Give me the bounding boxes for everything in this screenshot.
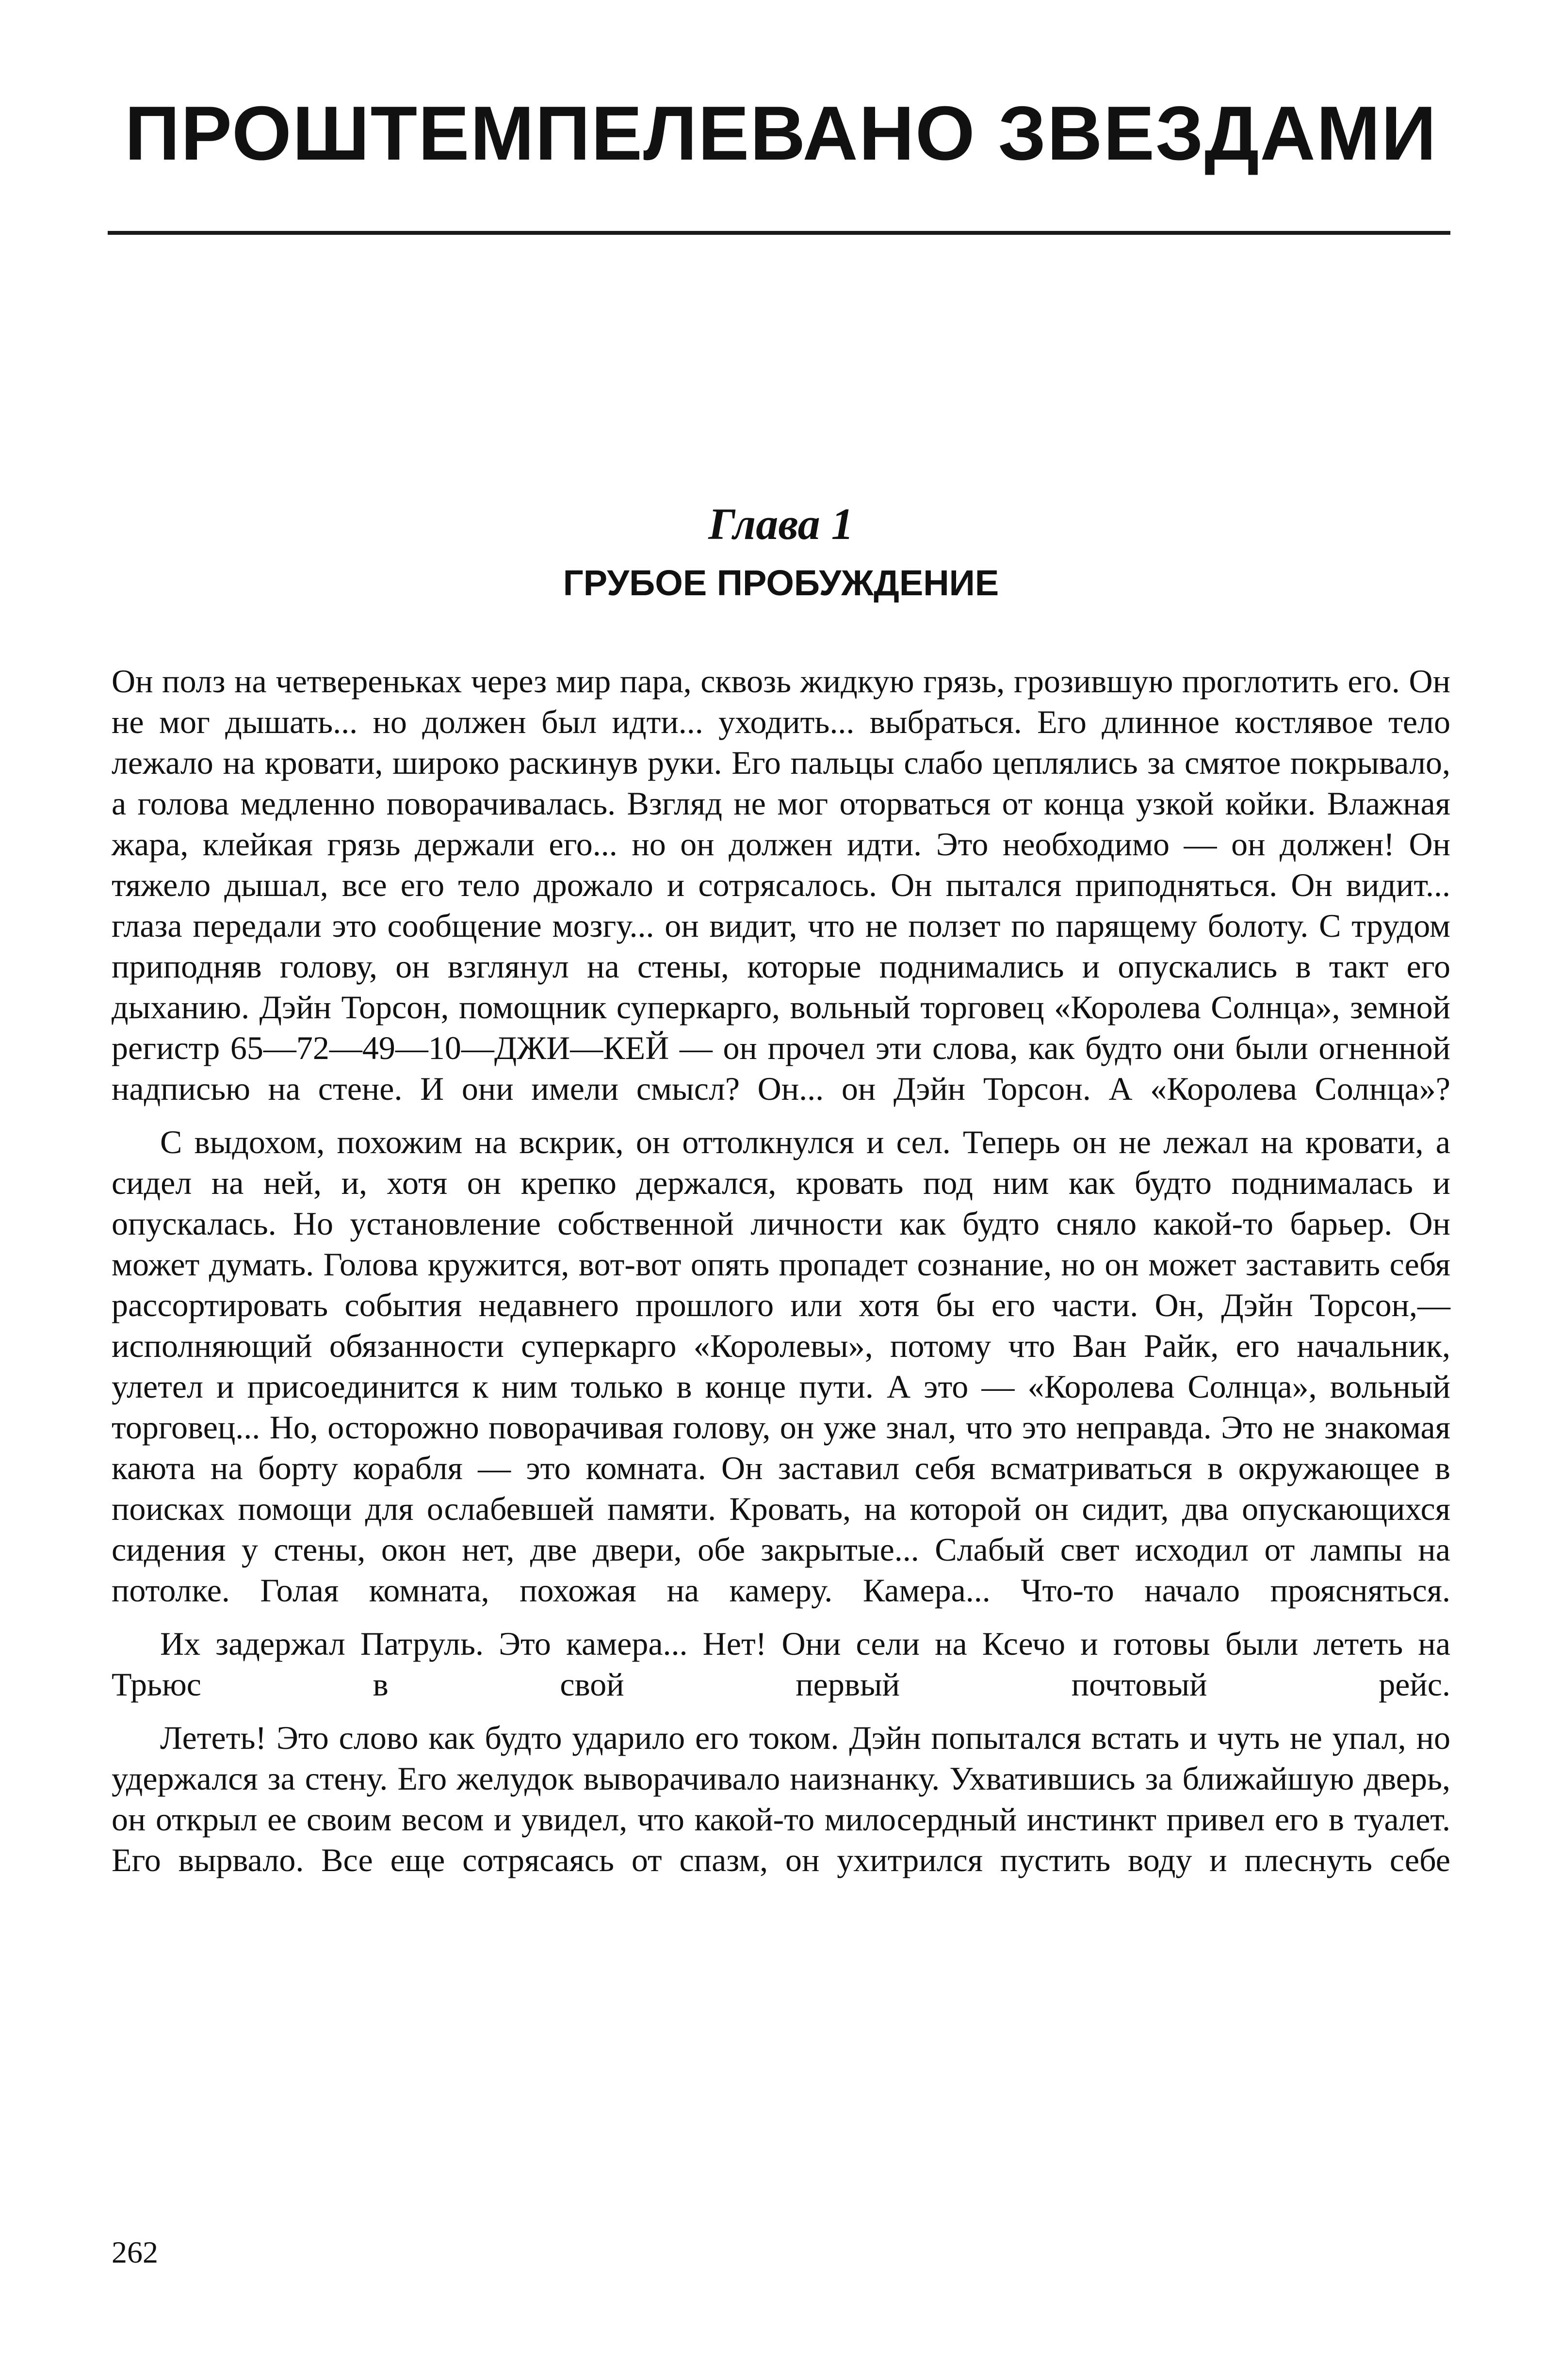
title-divider bbox=[108, 231, 1450, 235]
paragraph-4: Лететь! Это слово как будто ударило его током. Дэйн попытался встать и чуть не упал, но удержался за стену. Его желудок выворачивало наизнанку. Ухватившись за ближайшую дверь, он открыл ее своим весом и увидел, что какой-то милосердный инстинкт привел его в туалет. Его вырвало. Все еще сотрясаясь от спазм, он ухитрился пустить воду и плеснуть себе bbox=[112, 1719, 1450, 1878]
body-text bbox=[112, 661, 1450, 1893]
chapter-title: ГРУБОЕ ПРОБУЖДЕНИЕ bbox=[563, 563, 999, 603]
chapter-label: Глава 1 bbox=[708, 499, 854, 549]
page-number: 262 bbox=[112, 2235, 158, 2269]
paragraph-2: С выдохом, похожим на вскрик, он оттолкнулся и сел. Теперь он не лежал на кровати, а сидел на ней, и, хотя он крепко держался, кровать под ним как будто поднималась и опускалась. Но установление собственной личности как будто сняло какой-то барьер. Он может думать. Голова кружится, вот-вот опять пропадет сознание, но он может заставить себя рассортировать события недавнего прошлого или хотя бы его части. Он, Дэйн Торсон,— исполняющий обязанности суперкарго «Королевы», потому что Ван Райк, его начальник, улетел и присоединится к ним только в конце пути. А это — «Королева Солнца», вольный торговец... Но, осторожно поворачивая голову, он уже знал, что это неправда. Это не знакомая каюта на борту корабля — это комната. Он заставил себя всматриваться в окружающее в поисках помощи для ослабевшей памяти. Кровать, на которой он сидит, два опускающихся сидения у стены, окон нет, две двери, обе закрытые... Слабый свет исходил от лампы на потолке. Голая комната, похожая на камеру. Камера... Что-то начало проясняться. bbox=[112, 1124, 1450, 1609]
paragraph-1: Он полз на четвереньках через мир пара, сквозь жидкую грязь, грозившую проглотить его. Он не мог дышать... но должен был идти... уходить... выбраться. Его длинное костлявое тело лежало на кровати, широко раскинув руки. Его пальцы слабо цеплялись за смятое покрывало, а голова медленно поворачивалась. Взгляд не мог оторваться от конца узкой койки. Влажная жара, клейкая грязь держали его... но он должен идти. Это необходимо — он должен! Он тяжело дышал, все его тело дрожало и сотрясалось. Он пытался приподняться. Он видит... глаза передали это сообщение мозгу... он видит, что не ползет по парящему болоту. С трудом приподняв голову, он взглянул на стены, которые поднимались и опускались в такт его дыханию. Дэйн Торсон, помощник суперкарго, вольный торговец «Королева Солнца», земной регистр 65—72—49—10—ДЖИ—КЕЙ — он прочел эти слова, как будто они были огненной надписью на стене. И они имели смысл? Он... он Дэйн Торсон. А «Королева Солнца»? bbox=[112, 663, 1450, 1107]
book-title: ПРОШТЕМПЕЛЕВАНО ЗВЕЗДАМИ bbox=[125, 91, 1437, 176]
paragraph-3: Их задержал Патруль. Это камера... Нет! Они сели на Ксечо и готовы были лететь на Трьюс в свой первый почтовый рейс. bbox=[112, 1625, 1450, 1703]
